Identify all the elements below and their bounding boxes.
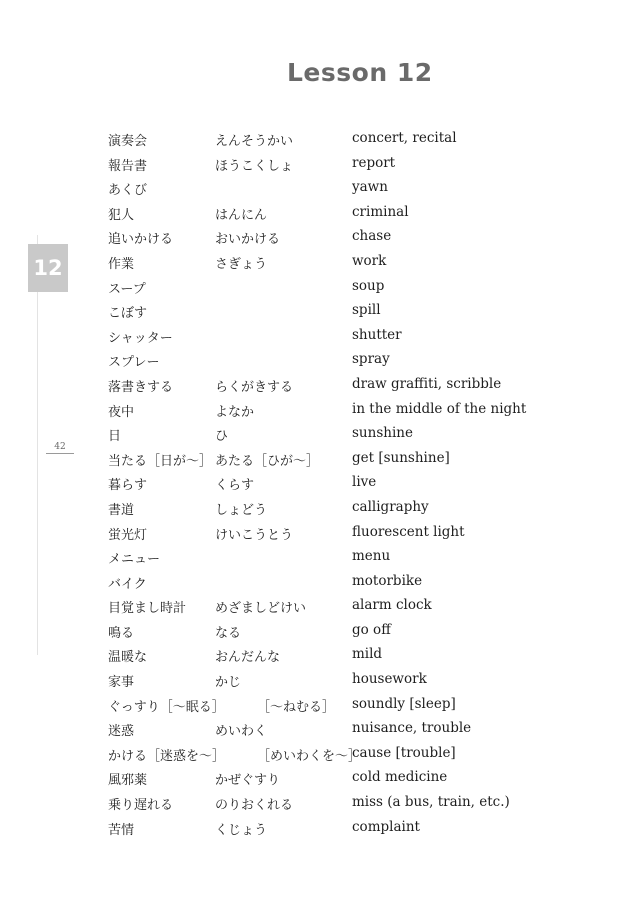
- vocab-word: 目覚まし時計: [108, 601, 187, 617]
- vocab-meaning: get [sunshine]: [352, 449, 450, 466]
- vocab-row: [0, 524, 638, 549]
- vocab-meaning: miss (a bus, train, etc.): [352, 794, 510, 811]
- vocab-meaning: alarm clock: [352, 597, 432, 614]
- vocab-row: [0, 425, 638, 450]
- vocab-word: 犯人: [108, 207, 135, 223]
- vocab-row: [0, 351, 638, 376]
- vocab-row: [0, 130, 638, 155]
- vocab-word: こぼす: [108, 306, 148, 322]
- vocab-reading: ［～ねむる］: [257, 699, 336, 715]
- vocab-reading: らくがきする: [215, 379, 294, 395]
- vocab-meaning: motorbike: [352, 572, 423, 589]
- vocab-word: 日: [108, 429, 122, 445]
- vocab-word: 作業: [108, 256, 135, 272]
- vocab-word: かける［迷惑を～］: [108, 748, 226, 764]
- vocab-meaning: chase: [352, 228, 392, 245]
- vocab-row: [0, 228, 638, 253]
- vocab-row: [0, 474, 638, 499]
- vocab-reading: あたる［ひが～］: [215, 453, 320, 469]
- vocab-reading: ［めいわくを～］: [257, 748, 362, 764]
- vocab-word: 苦情: [108, 822, 135, 838]
- vocab-row: [0, 573, 638, 598]
- vocab-meaning: go off: [352, 621, 391, 638]
- vocab-word: ぐっすり［～眠る］: [108, 699, 225, 715]
- vocab-reading: おんだんな: [215, 650, 281, 666]
- vocab-row: [0, 401, 638, 426]
- vocab-row: [0, 499, 638, 524]
- vocab-row: [0, 720, 638, 745]
- vocab-meaning: in the middle of the night: [352, 400, 527, 417]
- vocab-reading: えんそうかい: [215, 134, 294, 149]
- vocab-reading: ひ: [215, 429, 229, 445]
- vocab-meaning: concert, recital: [352, 130, 457, 146]
- vocab-word: 当たる［日が～］: [108, 453, 213, 469]
- vocab-row: [0, 794, 638, 819]
- vocab-reading: なる: [215, 625, 242, 641]
- vocab-word: 報告書: [108, 158, 148, 174]
- vocab-reading: けいこうとう: [215, 527, 294, 543]
- vocab-row: [0, 253, 638, 278]
- vocab-row: [0, 671, 638, 696]
- vocab-row: [0, 769, 638, 794]
- vocab-meaning: report: [352, 154, 396, 171]
- vocab-meaning: criminal: [352, 203, 409, 220]
- vocab-word: 暮らす: [108, 478, 148, 494]
- vocab-row: [0, 327, 638, 352]
- vocab-meaning: draw graffiti, scribble: [352, 375, 502, 392]
- vocab-word: メニュー: [108, 552, 161, 568]
- vocab-word: スープ: [108, 281, 146, 297]
- vocab-reading: さぎょう: [215, 256, 268, 272]
- vocab-row: [0, 548, 638, 573]
- vocab-reading: おいかける: [215, 232, 281, 248]
- vocab-meaning: yawn: [352, 179, 388, 196]
- vocab-row: [0, 179, 638, 204]
- vocab-meaning: menu: [352, 548, 391, 565]
- vocab-word: 演奏会: [108, 134, 148, 149]
- vocab-row: [0, 278, 638, 303]
- vocab-reading: めいわく: [215, 724, 268, 740]
- vocab-reading: めざましどけい: [215, 601, 307, 617]
- vocab-reading: よなか: [215, 404, 255, 420]
- vocab-word: バイク: [108, 576, 147, 592]
- vocab-row: [0, 646, 638, 671]
- vocab-meaning: housework: [352, 671, 427, 688]
- vocab-word: 夜中: [108, 404, 135, 420]
- vocab-row: [0, 819, 638, 844]
- vocab-meaning: nuisance, trouble: [352, 720, 472, 737]
- vocab-meaning: sunshine: [352, 425, 413, 442]
- vocab-reading: ほうこくしょ: [215, 158, 294, 174]
- vocab-meaning: spray: [352, 351, 390, 368]
- vocab-meaning: spill: [352, 302, 381, 319]
- vocab-word: スプレー: [108, 355, 160, 371]
- vocab-row: [0, 696, 638, 721]
- vocab-meaning: soup: [352, 277, 385, 294]
- vocab-meaning: calligraphy: [352, 498, 429, 515]
- vocab-row: [0, 622, 638, 647]
- lesson-tab: 12: [28, 244, 68, 292]
- vocab-row: [0, 204, 638, 229]
- vocab-word: 温暖な: [108, 650, 148, 666]
- vocab-word: 追いかける: [108, 232, 174, 248]
- vocab-meaning: mild: [352, 646, 383, 663]
- vocab-reading: しょどう: [215, 502, 268, 518]
- vocab-word: 書道: [108, 502, 135, 518]
- vocab-meaning: cold medicine: [352, 769, 448, 786]
- vocab-word: 風邪薬: [108, 773, 148, 789]
- vocab-word: 迷惑: [108, 724, 135, 740]
- vocab-word: 蛍光灯: [108, 527, 148, 543]
- vocab-meaning: work: [352, 252, 387, 269]
- vocab-meaning: soundly [sleep]: [352, 695, 456, 712]
- vocab-meaning: fluorescent light: [352, 523, 465, 540]
- vocab-reading: かぜぐすり: [215, 773, 281, 789]
- vocab-word: 鳴る: [108, 625, 135, 641]
- vocab-row: [0, 302, 638, 327]
- vocab-row: [0, 376, 638, 401]
- vocabulary-list: [0, 130, 638, 843]
- vocab-row: [0, 745, 638, 770]
- vocab-meaning: shutter: [352, 326, 402, 343]
- lesson-title: Lesson 12: [287, 58, 433, 87]
- vocab-word: あくび: [108, 183, 148, 199]
- vocab-word: 乗り遅れる: [108, 798, 174, 814]
- vocab-meaning: live: [352, 474, 377, 491]
- vocab-row: [0, 597, 638, 622]
- vocab-meaning: cause [trouble]: [352, 744, 456, 761]
- vocab-reading: くらす: [215, 478, 255, 494]
- page-number: 42: [46, 442, 74, 454]
- vocab-row: [0, 155, 638, 180]
- vocab-meaning: complaint: [352, 818, 420, 835]
- vocab-reading: くじょう: [215, 822, 268, 838]
- vocab-word: シャッター: [108, 330, 173, 346]
- vocab-word: 落書きする: [108, 379, 174, 395]
- vocab-word: 家事: [108, 675, 135, 691]
- vocab-reading: のりおくれる: [215, 798, 294, 814]
- vocab-reading: はんにん: [215, 207, 268, 223]
- vocab-reading: かじ: [215, 675, 242, 691]
- vocab-row: [0, 450, 638, 475]
